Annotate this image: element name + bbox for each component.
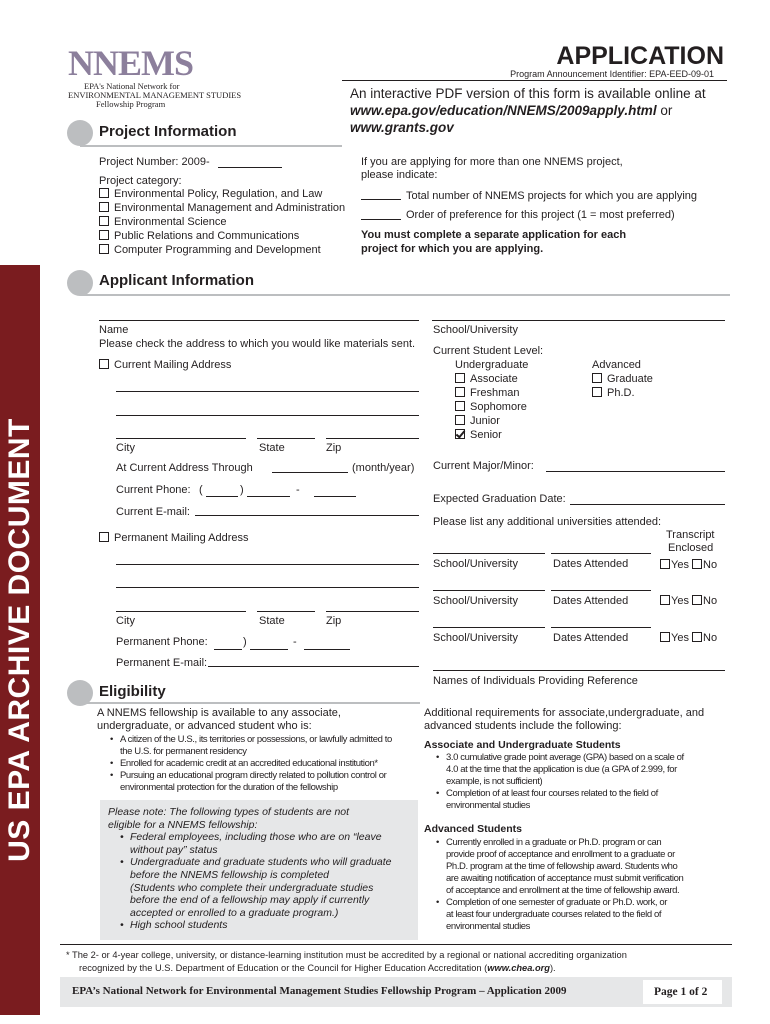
online-notice xyxy=(350,85,730,136)
additional-universities-label: Please list any additional universities attended: xyxy=(433,516,662,528)
footnote-text: recognized by the U.S. Department of Education or the Council for Higher Education Accreditation ( xyxy=(79,963,488,973)
checkbox[interactable] xyxy=(660,595,670,605)
permanent-phone-label: Permanent Phone: xyxy=(116,636,208,648)
level-label: Senior xyxy=(470,429,502,441)
checkbox[interactable] xyxy=(99,188,109,198)
current-email-field[interactable] xyxy=(195,515,419,516)
permanent-phone-area[interactable] xyxy=(214,649,242,650)
permanent-address-line1[interactable] xyxy=(116,564,419,565)
current-state-field[interactable] xyxy=(257,438,315,439)
section-title-project: Project Information xyxy=(99,123,237,140)
address-through-field[interactable] xyxy=(272,472,348,473)
additional-requirements-intro: advanced students include the following: xyxy=(424,720,622,732)
total-projects-label: Total number of NNEMS projects for which you are applying xyxy=(406,190,698,202)
category-option[interactable] xyxy=(99,244,321,257)
level-label: Freshman xyxy=(470,387,520,399)
online-notice-text: An interactive PDF version of this form is available online at xyxy=(350,86,706,101)
name-label: Name xyxy=(99,324,129,336)
category-label: Computer Programming and Development xyxy=(114,244,321,256)
category-option[interactable] xyxy=(99,216,227,229)
level-option[interactable] xyxy=(592,373,653,386)
permanent-zip-field[interactable] xyxy=(326,611,419,612)
checkbox[interactable] xyxy=(99,230,109,240)
level-option[interactable] xyxy=(455,401,527,414)
criterion-item: • Enrolled for academic credit at an accredited educational institution* xyxy=(108,758,428,770)
advanced-requirements xyxy=(434,837,734,933)
permanent-address-option[interactable] xyxy=(99,532,249,545)
logo-line3: Fellowship Program xyxy=(96,99,166,109)
checkbox[interactable] xyxy=(99,216,109,226)
current-phone-prefix[interactable] xyxy=(247,496,290,497)
permanent-address-label: Permanent Mailing Address xyxy=(114,532,249,544)
logo-line1: EPA's National Network for xyxy=(84,81,180,91)
page-title: APPLICATION xyxy=(556,42,724,70)
checkbox[interactable] xyxy=(592,373,602,383)
checkbox[interactable] xyxy=(455,415,465,425)
footnote-text: ). xyxy=(549,963,556,973)
project-category-label: Project category: xyxy=(99,175,182,187)
level-label: Sophomore xyxy=(470,401,527,413)
school-field[interactable] xyxy=(432,320,725,321)
university-school-label: School/University xyxy=(433,558,518,570)
multi-project-text: please indicate: xyxy=(361,169,438,181)
category-label: Public Relations and Communications xyxy=(114,230,300,242)
eligibility-intro: undergraduate, or advanced student who is: xyxy=(97,720,312,732)
current-phone-label: Current Phone: xyxy=(116,484,191,496)
transcript-yes-no[interactable] xyxy=(660,595,717,608)
phone-paren: ( xyxy=(199,484,203,496)
online-or: or xyxy=(656,103,673,118)
online-url-epa[interactable]: www.epa.gov/education/NNEMS/2009apply.html xyxy=(350,103,657,118)
section-rule xyxy=(80,294,730,296)
university-dates-field[interactable] xyxy=(551,627,651,628)
permanent-state-field[interactable] xyxy=(257,611,315,612)
checkbox[interactable] xyxy=(455,373,465,383)
no-label: No xyxy=(703,559,718,571)
university-dates-field[interactable] xyxy=(551,590,651,591)
eligibility-intro: A NNEMS fellowship is available to any associate, xyxy=(97,707,341,719)
page-number: Page 1 of 2 xyxy=(654,986,708,998)
checkbox[interactable] xyxy=(592,387,602,397)
graduation-date-field[interactable] xyxy=(570,504,725,505)
category-option[interactable] xyxy=(99,188,322,201)
phone-paren: ) xyxy=(243,636,247,648)
checkbox[interactable] xyxy=(99,532,109,542)
requirement-item: • 3.0 cumulative grade point average (GPA) based on a scale of 4.0 at the time that the application is due (a GPA of 2.999, for example, is not sufficient) xyxy=(434,752,734,788)
university-dates-label: Dates Attended xyxy=(553,558,629,570)
criterion-item: • Pursuing an educational program directly related to pollution control or environmental protection for the duration of the fellowship xyxy=(108,770,428,794)
section-marker xyxy=(67,120,93,146)
permanent-phone-line[interactable] xyxy=(304,649,350,650)
separate-application-note: project for which you are applying. xyxy=(361,243,544,255)
category-label: Environmental Policy, Regulation, and Law xyxy=(114,188,323,200)
month-year-label: (month/year) xyxy=(352,462,415,474)
requirement-item: • Completion of at least four courses related to the field of environmental studies xyxy=(434,788,734,812)
checkbox[interactable] xyxy=(660,559,670,569)
total-projects-field[interactable] xyxy=(361,199,401,200)
checkbox[interactable] xyxy=(99,202,109,212)
transcript-header: Transcript xyxy=(666,529,715,541)
university-school-field[interactable] xyxy=(433,553,545,554)
footer-text: EPA’s National Network for Environmental Management Studies Fellowship Program – Application 2009 xyxy=(72,985,567,997)
section-rule xyxy=(80,702,420,704)
state-label: State xyxy=(259,442,285,454)
address-instruction: Please check the address to which you would like materials sent. xyxy=(99,338,416,350)
yes-label: Yes xyxy=(671,559,689,571)
footnote-rule xyxy=(60,944,732,945)
ineligible-note xyxy=(108,806,418,932)
checkbox[interactable] xyxy=(99,359,109,369)
permanent-email-label: Permanent E-mail: xyxy=(116,657,208,669)
permanent-phone-prefix[interactable] xyxy=(250,649,288,650)
graduation-date-label: Expected Graduation Date: xyxy=(433,493,566,505)
phone-paren: ) xyxy=(240,484,244,496)
transcript-header: Enclosed xyxy=(668,542,714,554)
major-label: Current Major/Minor: xyxy=(433,460,534,472)
no-label: No xyxy=(703,632,718,644)
university-dates-field[interactable] xyxy=(551,553,651,554)
separate-application-note: You must complete a separate application for each xyxy=(361,229,627,241)
state-label: State xyxy=(259,615,285,627)
requirement-item: • Completion of one semester of graduate or Ph.D. work, or at least four undergraduate courses related to the field of environmental studies xyxy=(434,897,734,933)
level-option[interactable] xyxy=(592,387,635,400)
major-field[interactable] xyxy=(546,471,725,472)
ineligible-item: • High school students xyxy=(118,919,418,932)
zip-label: Zip xyxy=(326,615,342,627)
checked-checkbox[interactable] xyxy=(455,429,465,439)
current-phone-line[interactable] xyxy=(314,496,356,497)
associate-requirements xyxy=(434,752,734,812)
permanent-email-field[interactable] xyxy=(208,666,419,667)
footnote xyxy=(79,962,556,974)
section-title-applicant: Applicant Information xyxy=(99,272,254,289)
permanent-address-line2[interactable] xyxy=(116,587,419,588)
current-address-option[interactable] xyxy=(99,359,231,372)
multi-project-text: If you are applying for more than one NNEMS project, xyxy=(361,156,623,168)
criterion-item: • A citizen of the U.S., its territories or possessions, or lawfully admitted to the U.S. for permanent residency xyxy=(108,734,428,758)
transcript-yes-no[interactable] xyxy=(660,559,717,572)
permanent-city-field[interactable] xyxy=(116,611,246,612)
program-identifier: Program Announcement Identifier: EPA-EED-09-01 xyxy=(510,69,714,79)
requirement-item: • Currently enrolled in a graduate or Ph.D. program or can provide proof of acceptance and enrollment to a graduate or Ph.D. program at the time of fellowship award. Students who are awaiting notification of acceptance must submit verification of acceptance and enrollment at the time of fellowship award. xyxy=(434,837,734,897)
checkbox[interactable] xyxy=(692,632,702,642)
section-rule xyxy=(80,145,342,147)
additional-requirements-intro: Additional requirements for associate,undergraduate, and xyxy=(424,707,705,719)
university-school-label: School/University xyxy=(433,632,518,644)
phone-dash: - xyxy=(296,484,300,496)
current-address-line1[interactable] xyxy=(116,391,419,392)
level-label: Junior xyxy=(470,415,500,427)
undergraduate-label: Undergraduate xyxy=(455,359,529,371)
current-address-label: Current Mailing Address xyxy=(114,359,232,371)
note-text: Please note: The following types of students are not xyxy=(108,806,350,818)
section-marker xyxy=(67,270,93,296)
city-label: City xyxy=(116,615,135,627)
logo-line2: ENVIRONMENTAL MANAGEMENT STUDIES xyxy=(68,90,242,100)
reference-field[interactable] xyxy=(433,670,725,671)
advanced-heading: Advanced Students xyxy=(424,823,523,835)
header-rule xyxy=(342,80,727,81)
online-url-grants[interactable]: www.grants.gov xyxy=(350,120,454,135)
no-label: No xyxy=(703,595,718,607)
project-number-field[interactable] xyxy=(218,167,282,168)
university-school-field[interactable] xyxy=(433,590,545,591)
chea-link[interactable]: www.chea.org xyxy=(487,963,550,973)
order-preference-label: Order of preference for this project (1 = most preferred) xyxy=(406,209,675,221)
yes-label: Yes xyxy=(671,595,689,607)
yes-label: Yes xyxy=(671,632,689,644)
checkbox[interactable] xyxy=(692,595,702,605)
associate-undergrad-heading: Associate and Undergraduate Students xyxy=(424,739,621,751)
archive-sidebar-text: US EPA ARCHIVE DOCUMENT xyxy=(3,418,36,862)
phone-dash: - xyxy=(293,636,297,648)
school-label: School/University xyxy=(433,324,518,336)
logo-wordmark: NNEMS xyxy=(68,43,194,83)
current-address-line2[interactable] xyxy=(116,415,419,416)
order-preference-field[interactable] xyxy=(361,219,401,220)
category-label: Environmental Science xyxy=(114,216,227,228)
ineligible-item: • Federal employees, including those who are on “leave without pay” status xyxy=(118,831,418,856)
level-label: Graduate xyxy=(607,373,653,385)
checkbox[interactable] xyxy=(660,632,670,642)
category-option[interactable] xyxy=(99,230,299,243)
university-dates-label: Dates Attended xyxy=(553,595,629,607)
level-option[interactable] xyxy=(455,415,500,428)
nnems-logo xyxy=(68,43,242,109)
university-school-field[interactable] xyxy=(433,627,545,628)
university-school-label: School/University xyxy=(433,595,518,607)
level-option[interactable] xyxy=(455,373,518,386)
level-label: Associate xyxy=(470,373,518,385)
eligibility-criteria xyxy=(108,734,428,794)
ineligible-item: • Undergraduate and graduate students who will graduate before the NNEMS fellowship is completed (Students who complete their undergraduate studies before the end of a fellowship may apply if currently accepted or enrolled to a graduate program.) xyxy=(118,856,418,919)
university-dates-label: Dates Attended xyxy=(553,632,629,644)
checkbox[interactable] xyxy=(455,401,465,411)
checkbox[interactable] xyxy=(692,559,702,569)
category-label: Environmental Management and Administration xyxy=(114,202,346,214)
section-title-eligibility: Eligibility xyxy=(99,683,166,700)
footnote: * The 2- or 4-year college, university, or distance-learning institution must be accredited by a regional or national accrediting organization xyxy=(66,950,627,960)
category-option[interactable] xyxy=(99,202,345,215)
name-field[interactable] xyxy=(99,320,419,321)
current-email-label: Current E-mail: xyxy=(116,506,190,518)
level-label: Ph.D. xyxy=(607,387,635,399)
zip-label: Zip xyxy=(326,442,342,454)
city-label: City xyxy=(116,442,135,454)
checkbox[interactable] xyxy=(99,244,109,254)
address-through-label: At Current Address Through xyxy=(116,462,253,474)
level-option-checked[interactable] xyxy=(455,429,502,442)
transcript-yes-no[interactable] xyxy=(660,632,717,645)
current-city-field[interactable] xyxy=(116,438,246,439)
current-phone-area[interactable] xyxy=(206,496,238,497)
current-zip-field[interactable] xyxy=(326,438,419,439)
reference-label: Names of Individuals Providing Reference xyxy=(433,675,638,687)
level-option[interactable] xyxy=(455,387,520,400)
note-text: eligible for a NNEMS fellowship: xyxy=(108,818,258,831)
checkbox[interactable] xyxy=(455,387,465,397)
project-number-label: Project Number: 2009- xyxy=(99,156,210,168)
student-level-label: Current Student Level: xyxy=(433,345,544,357)
advanced-label: Advanced xyxy=(592,359,641,371)
